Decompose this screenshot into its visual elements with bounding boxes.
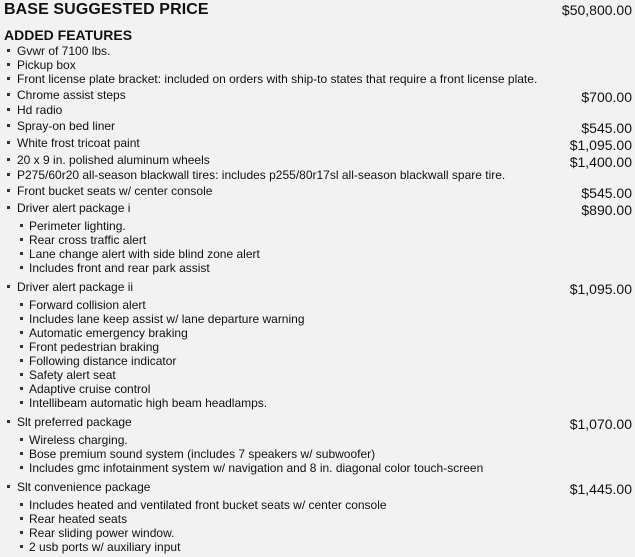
feature-price: $1,095.00 xyxy=(569,137,632,153)
feature-item xyxy=(0,117,632,134)
package-sub-item-label: Intellibeam automatic high beam headlamps. xyxy=(29,396,268,410)
bullet-icon xyxy=(20,517,23,520)
package-sub-item-label: Rear heated seats xyxy=(29,512,128,526)
package-sub-item-label: Front pedestrian braking xyxy=(29,340,160,354)
bullet-icon xyxy=(20,238,23,241)
bullet-icon xyxy=(20,252,23,255)
feature-item xyxy=(0,44,632,58)
feature-label: P275/60r20 all-season blackwall tires: includes p255/80r17sl all-season blackwall spare tire. xyxy=(17,168,506,182)
feature-price: $1,400.00 xyxy=(569,154,632,170)
bullet-icon xyxy=(7,206,10,209)
package-sub-item xyxy=(0,447,632,461)
bullet-icon xyxy=(7,485,10,488)
bullet-icon xyxy=(20,387,23,390)
feature-price: $545.00 xyxy=(581,120,632,136)
package-sub-item-label: Perimeter lighting. xyxy=(29,219,126,233)
bullet-icon xyxy=(20,303,23,306)
package-sub-item-label: Safety alert seat xyxy=(29,368,116,382)
package-sub-item xyxy=(0,461,632,475)
package-sub-item-label: Wireless charging. xyxy=(29,433,128,447)
feature-label: Driver alert package ii xyxy=(17,280,134,294)
bullet-icon xyxy=(7,49,10,52)
package-sub-item xyxy=(0,498,632,512)
feature-item xyxy=(0,168,632,182)
package-sub-item-label: Includes heated and ventilated front bucket seats w/ center console xyxy=(29,498,387,512)
package-sub-item xyxy=(0,368,632,382)
bullet-icon xyxy=(7,173,10,176)
bullet-icon xyxy=(7,108,10,111)
package-sub-item-label: Lane change alert with side blind zone alert xyxy=(29,247,260,261)
bullet-icon xyxy=(20,466,23,469)
bullet-icon xyxy=(20,345,23,348)
bullet-icon xyxy=(20,373,23,376)
bullet-icon xyxy=(20,503,23,506)
feature-item xyxy=(0,58,632,72)
bullet-icon xyxy=(20,359,23,362)
feature-item xyxy=(0,413,632,430)
bullet-icon xyxy=(7,189,10,192)
feature-label: Spray-on bed liner xyxy=(17,119,116,133)
package-sub-item xyxy=(0,340,632,354)
package-sub-item xyxy=(0,219,632,233)
feature-label: White frost tricoat paint xyxy=(17,136,140,150)
feature-label: Gvwr of 7100 lbs. xyxy=(17,44,111,58)
package-sub-item-label: 2 usb ports w/ auxiliary input xyxy=(29,540,181,554)
feature-item xyxy=(0,134,632,151)
base-price-value: $50,800.00 xyxy=(561,2,632,18)
package-sub-item xyxy=(0,326,632,340)
bullet-icon xyxy=(20,401,23,404)
feature-item xyxy=(0,72,632,86)
feature-item xyxy=(0,182,632,199)
package-sub-item xyxy=(0,312,632,326)
feature-price: $1,070.00 xyxy=(569,416,632,432)
package-sub-item xyxy=(0,261,632,275)
feature-label: Front bucket seats w/ center console xyxy=(17,184,213,198)
feature-label: Chrome assist steps xyxy=(17,88,126,102)
package-sub-item-label: Rear sliding power window. xyxy=(29,526,175,540)
feature-price: $545.00 xyxy=(581,185,632,201)
bullet-icon xyxy=(20,331,23,334)
bullet-icon xyxy=(7,63,10,66)
package-sub-item-label: Includes gmc infotainment system w/ navigation and 8 in. diagonal color touch-screen xyxy=(29,461,484,475)
bullet-icon xyxy=(20,531,23,534)
feature-label: Slt convenience package xyxy=(17,480,151,494)
bullet-icon xyxy=(7,93,10,96)
feature-item xyxy=(0,103,632,117)
package-sub-item xyxy=(0,382,632,396)
feature-label: Front license plate bracket: included on orders with ship-to states that require a front license plate. xyxy=(17,72,538,86)
feature-item xyxy=(0,86,632,103)
bullet-icon xyxy=(20,224,23,227)
feature-label: Hd radio xyxy=(17,103,63,117)
package-sub-item xyxy=(0,512,632,526)
feature-label: 20 x 9 in. polished aluminum wheels xyxy=(17,153,210,167)
feature-price: $700.00 xyxy=(581,89,632,105)
feature-price: $1,095.00 xyxy=(569,281,632,297)
package-sub-item-label: Bose premium sound system (includes 7 speakers w/ subwoofer) xyxy=(29,447,376,461)
package-sub-item xyxy=(0,433,632,447)
feature-item xyxy=(0,278,632,295)
package-sub-item xyxy=(0,354,632,368)
bullet-icon xyxy=(7,141,10,144)
feature-label: Slt preferred package xyxy=(17,415,132,429)
bullet-icon xyxy=(7,285,10,288)
package-sub-item-label: Forward collision alert xyxy=(29,298,146,312)
added-features-list xyxy=(0,44,632,557)
feature-price: $890.00 xyxy=(581,202,632,218)
package-sub-item-label: Includes lane keep assist w/ lane departure warning xyxy=(29,312,305,326)
bullet-icon xyxy=(7,420,10,423)
feature-price: $1,445.00 xyxy=(569,481,632,497)
bullet-icon xyxy=(20,438,23,441)
feature-label: Pickup box xyxy=(17,58,76,72)
feature-item xyxy=(0,478,632,495)
base-price-row xyxy=(4,0,632,20)
bullet-icon xyxy=(20,266,23,269)
package-sub-item-label: Following distance indicator xyxy=(29,354,177,368)
package-sub-item-label: Adaptive cruise control xyxy=(29,382,151,396)
bullet-icon xyxy=(20,317,23,320)
added-features-title: ADDED FEATURES xyxy=(4,27,133,43)
feature-item xyxy=(0,199,632,216)
package-sub-item-label: Automatic emergency braking xyxy=(29,326,188,340)
bullet-icon xyxy=(20,452,23,455)
package-sub-item xyxy=(0,298,632,312)
package-sub-item-label: Includes front and rear park assist xyxy=(29,261,210,275)
bullet-icon xyxy=(7,124,10,127)
bullet-icon xyxy=(7,77,10,80)
package-sub-item xyxy=(0,396,632,410)
feature-label: Driver alert package i xyxy=(17,201,131,215)
base-price-title: BASE SUGGESTED PRICE xyxy=(4,1,209,18)
package-sub-item xyxy=(0,233,632,247)
bullet-icon xyxy=(7,158,10,161)
package-sub-item xyxy=(0,540,632,554)
feature-item xyxy=(0,151,632,168)
package-sub-item xyxy=(0,247,632,261)
bullet-icon xyxy=(20,545,23,548)
package-sub-item-label: Rear cross traffic alert xyxy=(29,233,147,247)
